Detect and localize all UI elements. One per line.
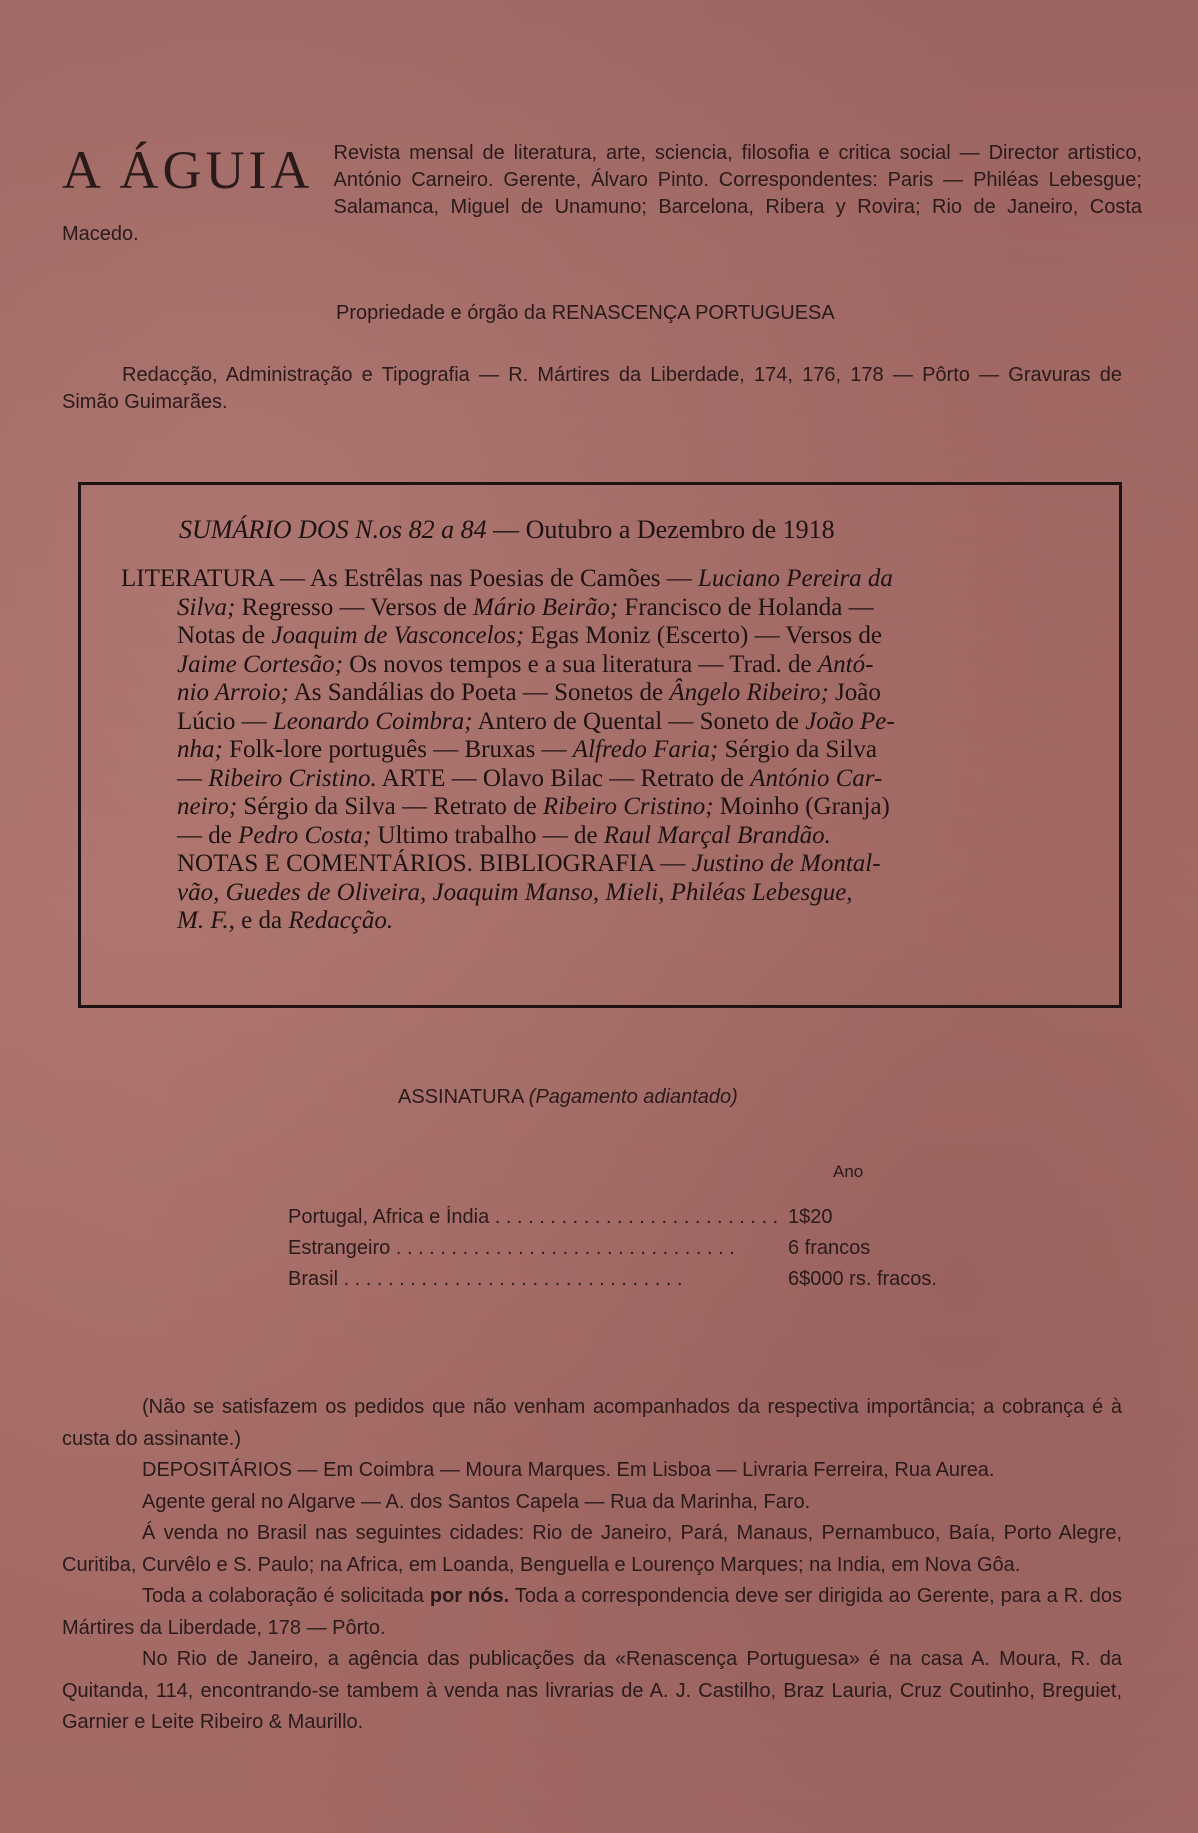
summary-line: NOTAS E COMENTÁRIOS. BIBLIOGRAFIA — Justino de Montal-: [177, 850, 881, 877]
summary-line: — de Pedro Costa; Ultimo trabalho — de Raul Marçal Brandão.: [177, 821, 831, 849]
price-row: [288, 1233, 988, 1264]
masthead-description: Revista mensal de literatura, arte, sciencia, filosofia e critica social — Director artistico, António Carneiro. Gerente, Álvaro Pinto. Correspondentes: Paris — Philéas Lebesgue; Salamanca, Miguel de Unamuno; Barcelona, Ribera y Rovira; Rio de Janeiro, Costa Macedo.: [62, 142, 1142, 245]
summary-line: Notas de Joaquim de Vasconcelos; Egas Moniz (Escerto) — Versos de: [177, 622, 882, 649]
summary-line: nha; Folk-lore português — Bruxas — Alfredo Faria; Sérgio da Silva: [177, 736, 877, 763]
rio-agency: No Rio de Janeiro, a agência das publicações da «Renascença Portuguesa» é na casa A. Moura, R. da Quitanda, 114, encontrando-se tambem à venda nas livrarias de A. J. Castilho, Braz Lauria, Cruz Coutinho, Breguiet, Garnier e Leite Ribeiro & Maurillo.: [62, 1648, 1122, 1733]
price-amount: 1$20: [788, 1206, 833, 1228]
masthead: [62, 140, 1142, 248]
subscription-price-table: [288, 1162, 988, 1295]
summary-line: Lúcio — Leonardo Coimbra; Antero de Quental — Soneto de João Pe-: [177, 707, 895, 735]
depositaries: DEPOSITÁRIOS — Em Coimbra — Moura Marques. Em Lisboa — Livraria Ferreira, Rua Aurea.: [142, 1459, 995, 1481]
summary-title-issues: SUMÁRIO DOS N.os 82 a 84: [179, 515, 487, 544]
price-row: [288, 1202, 988, 1233]
summary-box: [78, 482, 1122, 1008]
summary-line: neiro; Sérgio da Silva — Retrato de Ribeiro Cristino; Moinho (Granja): [177, 793, 890, 820]
summary-line: Jaime Cortesão; Os novos tempos e a sua literatura — Trad. de Antó-: [177, 650, 874, 678]
price-region: Portugal, Africa e Índia . . .: [288, 1206, 778, 1229]
price-column-header: Ano: [833, 1162, 864, 1181]
price-amount: 6 francos: [788, 1237, 871, 1259]
summary-contents: [121, 565, 1089, 936]
subscription-label: ASSINATURA: [398, 1086, 524, 1108]
summary-line: LITERATURA — As Estrêlas nas Poesias de Camões — Luciano Pereira da: [121, 565, 893, 592]
summary-title: [179, 515, 1089, 545]
summary-title-dates: — Outubro a Dezembro de 1918: [493, 515, 835, 544]
payment-notice: (Não se satisfazem os pedidos que não venham acompanhados da respectiva importância; a cobrança é à custa do assinante.): [62, 1396, 1122, 1450]
brazil-sales: Á venda no Brasil nas seguintes cidades: Rio de Janeiro, Pará, Manaus, Pernambuco, Baía, Porto Alegre, Curitiba, Curvêlo e S. Paulo; na Africa, em Loanda, Benguella e Lourenço Marques; na India, em Nova Gôa.: [62, 1522, 1122, 1576]
price-region: Estrangeiro . . .: [288, 1237, 778, 1260]
price-region: Brasil . . .: [288, 1268, 778, 1291]
editorial-address: Redacção, Administração e Tipografia — R. Mártires da Liberdade, 174, 176, 178 — Pôrto — Gravuras de Simão Guimarães.: [62, 364, 1122, 413]
summary-line: M. F., e da Redacção.: [177, 907, 394, 934]
footer-notices: [62, 1392, 1122, 1739]
summary-line: nio Arroio; As Sandálias do Poeta — Sonetos de Ângelo Ribeiro; João: [177, 679, 881, 706]
price-amount: 6$000 rs. fracos.: [788, 1268, 937, 1290]
summary-line: — Ribeiro Cristino. ARTE — Olavo Bilac — Retrato de António Car-: [177, 764, 883, 792]
subscription-heading: [398, 1086, 738, 1109]
summary-line: vão, Guedes de Oliveira, Joaquim Manso, Mieli, Philéas Lebesgue,: [177, 878, 853, 906]
magazine-title: A ÁGUIA: [62, 140, 314, 200]
price-row: [288, 1264, 988, 1295]
summary-line: Silva; Regresso — Versos de Mário Beirão; Francisco de Holanda —: [177, 593, 874, 621]
subscription-note: (Pagamento adiantado): [528, 1086, 738, 1108]
collaboration-notice: Toda a colaboração é solicitada por nós. Toda a correspondencia deve ser dirigida ao Gerente, para a R. dos Mártires da Liberdade, 178 — Pôrto.: [62, 1585, 1123, 1639]
algarve-agent: Agente geral no Algarve — A. dos Santos Capela — Rua da Marinha, Faro.: [142, 1490, 811, 1513]
ownership-line: Propriedade e órgão da RENASCENÇA PORTUGUESA: [336, 302, 835, 324]
